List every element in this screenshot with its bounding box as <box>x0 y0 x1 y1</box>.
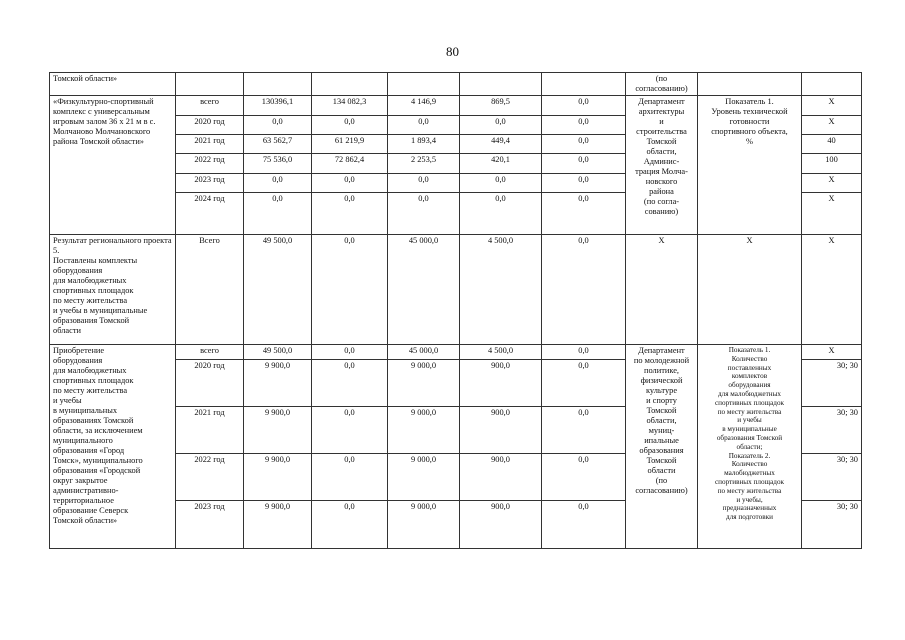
funding-cell: 4 146,9 <box>388 96 460 116</box>
funding-cell: 45 000,0 <box>388 345 460 360</box>
funding-cell: 0,0 <box>542 501 626 549</box>
indicator-cell: X <box>698 235 802 345</box>
funding-cell: 0,0 <box>312 454 388 501</box>
funding-cell: 900,0 <box>460 407 542 454</box>
value-cell: 30; 30 <box>802 454 862 501</box>
year-cell: 2024 год <box>176 193 244 235</box>
page-number: 80 <box>446 44 459 59</box>
event-name-cell: Томской области» <box>50 73 176 96</box>
value-cell: X <box>802 345 862 360</box>
funding-cell: 420,1 <box>460 154 542 174</box>
value-cell: 30; 30 <box>802 407 862 454</box>
funding-cell: 9 000,0 <box>388 454 460 501</box>
table-row <box>50 73 862 96</box>
funding-cell: 134 082,3 <box>312 96 388 116</box>
funding-cell: 0,0 <box>388 193 460 235</box>
total-cell: 9 900,0 <box>244 454 312 501</box>
year-cell: всего <box>176 96 244 116</box>
funding-cell: 0,0 <box>312 193 388 235</box>
funding-cell: 9 000,0 <box>388 501 460 549</box>
funding-cell: 4 500,0 <box>460 235 542 345</box>
indicator-cell: Показатель 1. Количество поставленных комплектов оборудования для малобюджетных спортивных площадок по месту жительства и учебы в муниципальные образования Томской области; Показатель 2. Количество малобюджетных спортивных площадок по месту жительства и учебы, предназначенных для подготовки <box>698 345 802 549</box>
executor-cell: X <box>626 235 698 345</box>
funding-cell: 0,0 <box>542 235 626 345</box>
funding-cell: 0,0 <box>542 174 626 193</box>
table-row <box>50 345 862 360</box>
value-cell: X <box>802 193 862 235</box>
year-cell: 2022 год <box>176 154 244 174</box>
funding-cell: 869,5 <box>460 96 542 116</box>
value-cell: X <box>802 235 862 345</box>
funding-cell: 72 862,4 <box>312 154 388 174</box>
funding-cell: 900,0 <box>460 454 542 501</box>
value-cell: X <box>802 116 862 135</box>
funding-cell: 4 500,0 <box>460 345 542 360</box>
year-cell: 2020 год <box>176 116 244 135</box>
year-cell: Всего <box>176 235 244 345</box>
executor-cell: (по согласованию) <box>626 73 698 96</box>
total-cell: 130396,1 <box>244 96 312 116</box>
total-cell: 9 900,0 <box>244 360 312 407</box>
executor-cell: Департамент по молодежной политике, физической культуре и спорту Томской области, муниц- ипальные образования Томской области (по согласованию) <box>626 345 698 549</box>
value-cell: 30; 30 <box>802 501 862 549</box>
total-cell: 9 900,0 <box>244 407 312 454</box>
value-cell: 40 <box>802 135 862 154</box>
value-cell: 100 <box>802 154 862 174</box>
funding-cell: 449,4 <box>460 135 542 154</box>
indicator-cell: Показатель 1. Уровень технической готовности спортивного объекта, % <box>698 96 802 235</box>
total-cell: 63 562,7 <box>244 135 312 154</box>
funding-cell: 1 893,4 <box>388 135 460 154</box>
funding-cell: 0,0 <box>460 174 542 193</box>
year-cell: 2023 год <box>176 174 244 193</box>
total-cell: 9 900,0 <box>244 501 312 549</box>
year-cell: 2021 год <box>176 135 244 154</box>
funding-cell: 9 000,0 <box>388 407 460 454</box>
total-cell: 0,0 <box>244 174 312 193</box>
event-name-cell: «Физкультурно-спортивный комплекс с универсальным игровым залом 36 х 21 м в с. Молчаново Молчановского района Томской области» <box>50 96 176 235</box>
year-cell: всего <box>176 345 244 360</box>
funding-cell: 61 219,9 <box>312 135 388 154</box>
table-row <box>50 235 862 345</box>
funding-cell: 45 000,0 <box>388 235 460 345</box>
funding-cell: 0,0 <box>312 407 388 454</box>
funding-cell: 9 000,0 <box>388 360 460 407</box>
funding-cell: 0,0 <box>460 193 542 235</box>
year-cell: 2020 год <box>176 360 244 407</box>
funding-cell: 0,0 <box>312 174 388 193</box>
funding-cell: 0,0 <box>542 96 626 116</box>
total-cell: 0,0 <box>244 193 312 235</box>
funding-cell: 0,0 <box>388 116 460 135</box>
total-cell: 49 500,0 <box>244 235 312 345</box>
funding-cell: 0,0 <box>542 135 626 154</box>
total-cell: 0,0 <box>244 116 312 135</box>
funding-cell: 900,0 <box>460 360 542 407</box>
value-cell: 30; 30 <box>802 360 862 407</box>
year-cell: 2022 год <box>176 454 244 501</box>
funding-cell: 0,0 <box>542 345 626 360</box>
funding-cell: 900,0 <box>460 501 542 549</box>
funding-cell: 0,0 <box>312 360 388 407</box>
funding-cell: 0,0 <box>542 360 626 407</box>
result-name-cell: Результат регионального проекта 5. Поставлены комплекты оборудования для малобюджетных спортивных площадок по месту жительства и учебы в муниципальные образования Томской области <box>50 235 176 345</box>
year-cell: 2023 год <box>176 501 244 549</box>
value-cell: X <box>802 174 862 193</box>
funding-cell: 0,0 <box>460 116 542 135</box>
total-cell: 49 500,0 <box>244 345 312 360</box>
total-cell: 75 536,0 <box>244 154 312 174</box>
funding-cell: 0,0 <box>542 407 626 454</box>
funding-cell: 0,0 <box>542 116 626 135</box>
funding-cell: 0,0 <box>542 154 626 174</box>
executor-cell: Департамент архитектуры и строительства Томской области, Админис- трация Молча- новского района (по согла- сованию) <box>626 96 698 235</box>
funding-cell: 0,0 <box>312 345 388 360</box>
funding-cell: 2 253,5 <box>388 154 460 174</box>
funding-cell: 0,0 <box>312 116 388 135</box>
event-name-cell: Приобретение оборудования для малобюджетных спортивных площадок по месту жительства и учебы в муниципальных образованиях Томской области, за исключением муниципального образования «Город Томск», муниципального образования «Городской округ закрытое административно- территориальное образование Северск Томской области» <box>50 345 176 549</box>
table-row <box>50 96 862 116</box>
year-cell: 2021 год <box>176 407 244 454</box>
funding-cell: 0,0 <box>312 235 388 345</box>
program-table <box>49 72 862 549</box>
funding-cell: 0,0 <box>388 174 460 193</box>
funding-cell: 0,0 <box>542 454 626 501</box>
funding-cell: 0,0 <box>312 501 388 549</box>
funding-cell: 0,0 <box>542 193 626 235</box>
value-cell: X <box>802 96 862 116</box>
